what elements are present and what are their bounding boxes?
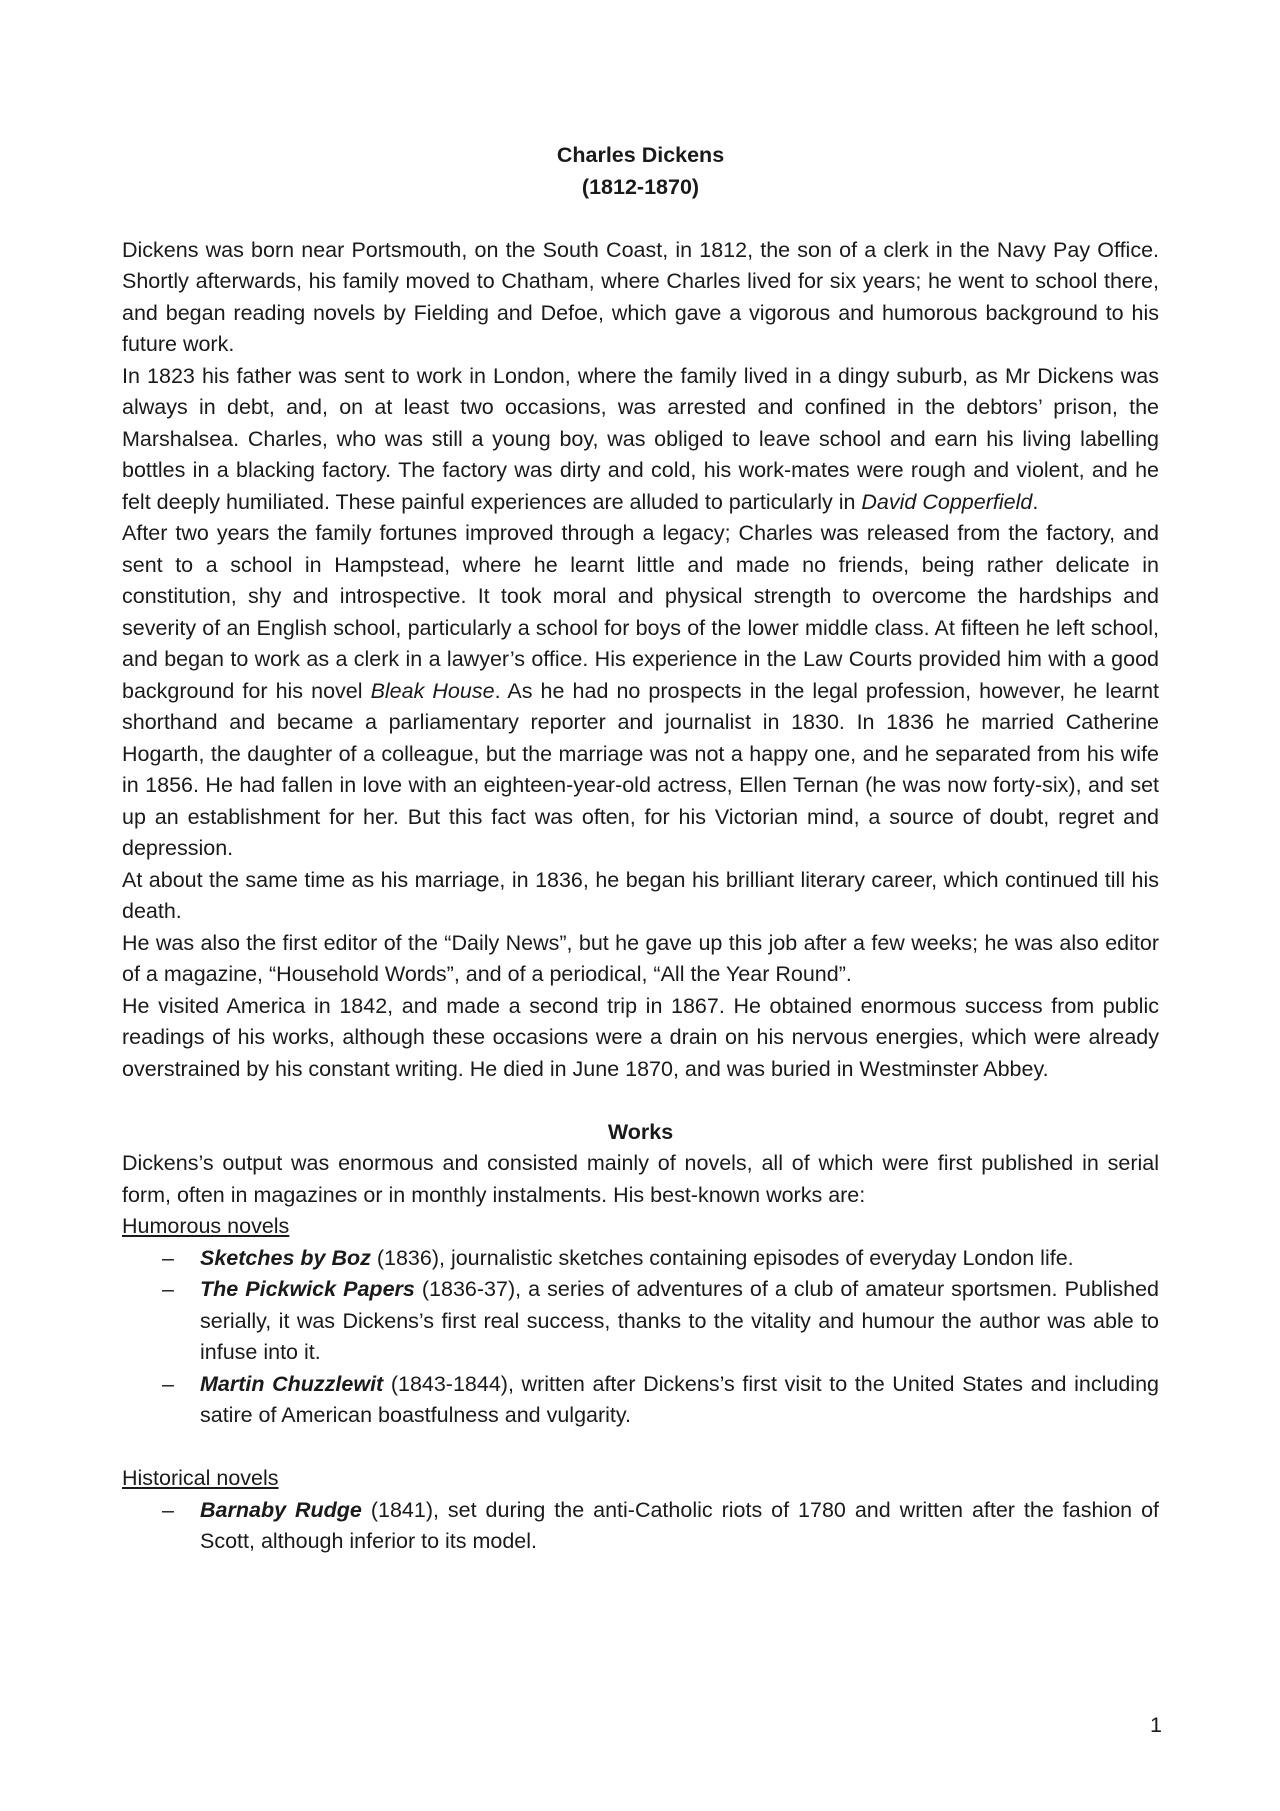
spacer [122, 1085, 1159, 1117]
spacer [122, 1432, 1159, 1464]
paragraph-text: He was also the first editor of the “Daily News”, but he gave up this job after a few weeks; he was also editor of a magazine, “Household Words”, and of a periodical, “All the Year Round”. [122, 930, 1159, 986]
paragraph-text: . As he had no prospects in the legal profession, however, he learnt shorthand and became a parliamentary reporter and journalist in 1830. In 1836 he married Catherine Hogarth, the daughter of a colleague, but the marriage was not a happy one, and he separated from his wife in 1856. He had fallen in love with an eighteen-year-old actress, Ellen Ternan (he was now forty-six), and set up an establishment for her. But this fact was often, for his Victorian mind, a source of doubt, regret and depression. [122, 678, 1160, 860]
works-list-item [122, 1274, 1159, 1369]
works-heading: Works [607, 1119, 674, 1144]
works-list-item [122, 1495, 1159, 1558]
dash-bullet: – [162, 1277, 174, 1301]
document-title: Charles Dickens [556, 143, 725, 167]
biography-paragraph [122, 361, 1159, 519]
document-dates: (1812-1870) [581, 174, 700, 199]
paragraph-text: After two years the family fortunes improved through a legacy; Charles was released from the factory, and sent to a school in Hampstead, where he learnt little and made no friends, being rather delicate in constitution, shy and introspective. It took moral and physical strength to overcome the hardships and severity of an English school, particularly a school for boys of the lower middle class. At fifteen he left school, and began to work as a clerk in a lawyer’s office. His experience in the Law Courts provided him with a good background for his novel [122, 521, 1159, 703]
works-list-item [122, 1369, 1159, 1432]
paragraph-text: At about the same time as his marriage, in 1836, he began his brilliant literary career, which continued till his death. [122, 867, 1159, 923]
works-intro: Dickens’s output was enormous and consisted mainly of novels, all of which were first published in serial form, often in magazines or in monthly instalments. His best-known works are: [122, 1151, 1159, 1207]
dash-bullet: – [162, 1371, 174, 1396]
biography-section [122, 235, 1159, 1086]
work-description: (1841), set during the anti-Catholic riots of 1780 and written after the fashion of Scott, although inferior to its model. [200, 1497, 1159, 1553]
biography-paragraph [122, 518, 1159, 865]
works-category-label: Historical novels [122, 1466, 279, 1490]
work-title: Barnaby Rudge [200, 1497, 362, 1522]
biography-paragraph [122, 928, 1159, 991]
work-description: (1836), journalistic sketches containing episodes of everyday London life. [370, 1245, 1074, 1270]
work-title: Martin Chuzzlewit [200, 1371, 384, 1396]
works-sections [122, 1211, 1159, 1558]
biography-paragraph [122, 991, 1159, 1086]
work-title: Sketches by Boz [200, 1245, 371, 1270]
book-title: Bleak House [370, 678, 495, 703]
work-title: The Pickwick Papers [200, 1277, 415, 1301]
page-number: 1 [1150, 1713, 1162, 1737]
works-category-label: Humorous novels [122, 1214, 290, 1238]
paragraph-text: In 1823 his father was sent to work in London, where the family lived in a dingy suburb, as Mr Dickens was always in debt, and, on at least two occasions, was arrested and confined in the debtors’ prison, the Marshalsea. Charles, who was still a young boy, was obliged to leave school and earn his living labelling bottles in a blacking factory. The factory was dirty and cold, his work-mates were rough and violent, and he felt deeply humiliated. These painful experiences are alluded to particularly in [122, 363, 1159, 514]
works-list [122, 1243, 1159, 1432]
paragraph-text: Dickens was born near Portsmouth, on the South Coast, in 1812, the son of a clerk in the Navy Pay Office. Shortly afterwards, his family moved to Chatham, where Charles lived for six years; he went to school there, and began reading novels by Fielding and Defoe, which gave a vigorous and humorous background to his future work. [122, 237, 1159, 356]
spacer [122, 203, 1159, 235]
paragraph-text: . [1032, 489, 1039, 514]
dash-bullet: – [162, 1245, 174, 1270]
document-page [122, 140, 1159, 1558]
works-list [122, 1495, 1159, 1558]
work-description: (1836-37), a series of adventures of a club of amateur sportsmen. Published serially, it was Dickens’s first real success, thanks to the vitality and humour the author was able to infuse into it. [200, 1277, 1159, 1364]
book-title: David Copperfield [861, 489, 1033, 514]
biography-paragraph [122, 235, 1159, 361]
work-description: (1843-1844), written after Dickens’s first visit to the United States and including satire of American boastfulness and vulgarity. [200, 1371, 1159, 1427]
paragraph-text: He visited America in 1842, and made a second trip in 1867. He obtained enormous success from public readings of his works, although these occasions were a drain on his nervous energies, which were already overstrained by his constant writing. He died in June 1870, and was buried in Westminster Abbey. [122, 993, 1159, 1081]
biography-paragraph [122, 865, 1159, 928]
works-list-item [122, 1243, 1159, 1275]
dash-bullet: – [162, 1497, 174, 1522]
